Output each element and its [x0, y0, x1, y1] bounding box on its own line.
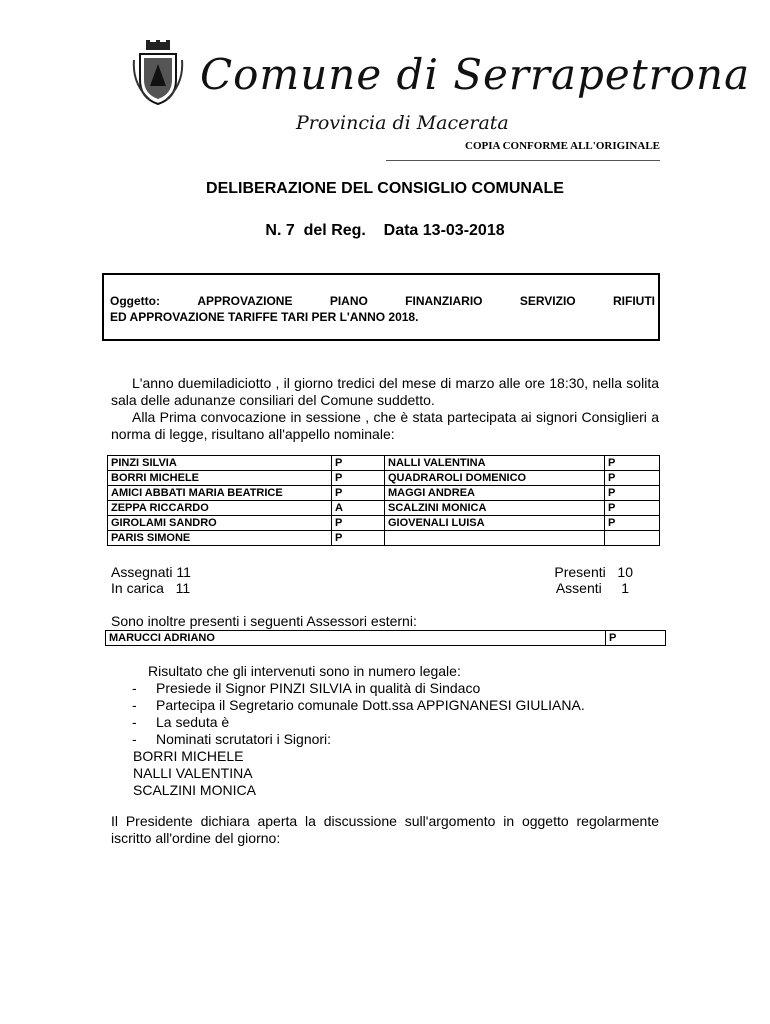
closing-paragraph: Il Presidente dichiara aperta la discussione sull'argomento in oggetto regolarmente iscritto all'ordine del giorno:: [111, 813, 659, 846]
list-item-text: Partecipa il Segretario comunale Dott.ssa APPIGNANESI GIULIANA.: [156, 697, 585, 713]
copia-conforme-label: COPIA CONFORME ALL'ORIGINALE: [465, 140, 660, 152]
councillor-name: AMICI ABBATI MARIA BEATRICE: [108, 486, 332, 501]
oggetto-row-2: ED APPROVAZIONE TARIFFE TARI PER L'ANNO 2018.: [110, 310, 419, 324]
presenti-value: 10: [617, 564, 633, 580]
assegnati-label: Assegnati: [111, 564, 173, 580]
assessore-status: P: [606, 631, 666, 646]
list-item: [118, 731, 331, 748]
oggetto-word: RIFIUTI: [612, 294, 655, 308]
assessori-intro: Sono inoltre presenti i seguenti Assessori esterni:: [111, 613, 417, 629]
oggetto-word: FINANZIARIO: [405, 294, 483, 308]
dash-bullet: -: [132, 680, 137, 696]
councillor-name: QUADRAROLI DOMENICO: [385, 471, 605, 486]
document-title: DELIBERAZIONE DEL CONSIGLIO COMUNALE: [206, 180, 564, 197]
assegnati-line: [111, 564, 191, 580]
presence-status: A: [332, 501, 385, 516]
presence-status: P: [605, 501, 660, 516]
councillor-name: ZEPPA RICCARDO: [108, 501, 332, 516]
divider: [386, 160, 660, 161]
list-item: [118, 714, 229, 731]
list-item: [118, 680, 480, 697]
presenti-label: Presenti: [554, 564, 606, 580]
registration-line: N. 7 del Reg. Data 13-03-2018: [265, 222, 505, 239]
in-carica-line: [111, 580, 190, 596]
presence-status: P: [332, 531, 385, 546]
table-row: [106, 631, 666, 646]
scrutatore-name: SCALZINI MONICA: [133, 782, 256, 798]
dash-bullet: -: [132, 714, 137, 730]
councillor-name: SCALZINI MONICA: [385, 501, 605, 516]
councillor-name: NALLI VALENTINA: [385, 456, 605, 471]
provincia-subtitle: Provincia di Macerata: [296, 112, 509, 134]
presence-status: P: [605, 516, 660, 531]
presenti-line: [540, 564, 633, 580]
table-row: [108, 471, 660, 486]
list-item-text: La seduta è: [156, 714, 230, 730]
councillor-name: [385, 531, 605, 546]
table-row: [108, 486, 660, 501]
councillor-name: MAGGI ANDREA: [385, 486, 605, 501]
assessore-name: MARUCCI ADRIANO: [106, 631, 606, 646]
councillor-name: BORRI MICHELE: [108, 471, 332, 486]
oggetto-word: APPROVAZIONE: [197, 294, 293, 308]
list-item-text: Presiede il Signor PINZI SILVIA in qualità di Sindaco: [156, 680, 481, 696]
oggetto-text: [110, 293, 655, 325]
dash-bullet: -: [132, 697, 137, 713]
presence-status: P: [332, 456, 385, 471]
dash-bullet: -: [132, 731, 137, 747]
oggetto-row-1: [110, 293, 655, 309]
oggetto-word: PIANO: [329, 294, 368, 308]
table-row: [108, 531, 660, 546]
councillor-name: PARIS SIMONE: [108, 531, 332, 546]
scrutatore-name: BORRI MICHELE: [133, 748, 244, 764]
comune-title: Comune di Serrapetrona: [200, 50, 751, 99]
in-carica-value: 11: [175, 580, 191, 596]
assessori-table: [105, 630, 666, 646]
attendance-table: [107, 455, 660, 546]
presence-status: P: [332, 486, 385, 501]
scrutatore-name: NALLI VALENTINA: [133, 765, 253, 781]
in-carica-label: In carica: [111, 580, 164, 596]
presence-status: P: [332, 471, 385, 486]
presence-status: [605, 531, 660, 546]
list-item: [118, 697, 585, 714]
councillor-name: GIROLAMI SANDRO: [108, 516, 332, 531]
assegnati-value: 11: [176, 564, 191, 580]
table-row: [108, 456, 660, 471]
councillor-name: PINZI SILVIA: [108, 456, 332, 471]
presence-status: P: [605, 486, 660, 501]
list-item-text: Nominati scrutatori i Signori:: [156, 731, 332, 747]
intro-paragraph-1: L'anno duemiladiciotto , il giorno tredici del mese di marzo alle ore 18:30, nella solita sala delle adunanze consiliari del Comune suddetto.: [111, 375, 659, 408]
presence-status: P: [605, 471, 660, 486]
assenti-label: Assenti: [555, 580, 602, 596]
oggetto-label: Oggetto:: [110, 294, 160, 308]
assenti-value: 1: [621, 580, 629, 596]
presence-status: P: [605, 456, 660, 471]
risultato-lead: Risultato che gli intervenuti sono in numero legale:: [148, 663, 461, 679]
presence-status: P: [332, 516, 385, 531]
intro-paragraph-2: Alla Prima convocazione in sessione , che è stata partecipata ai signori Consiglieri a norma di legge, risultano all'appello nominale:: [111, 409, 659, 442]
oggetto-word: SERVIZIO: [519, 294, 576, 308]
councillor-name: GIOVENALI LUISA: [385, 516, 605, 531]
assenti-line: [540, 580, 629, 596]
table-row: [108, 516, 660, 531]
municipal-crest-icon: [132, 40, 184, 106]
table-row: [108, 501, 660, 516]
